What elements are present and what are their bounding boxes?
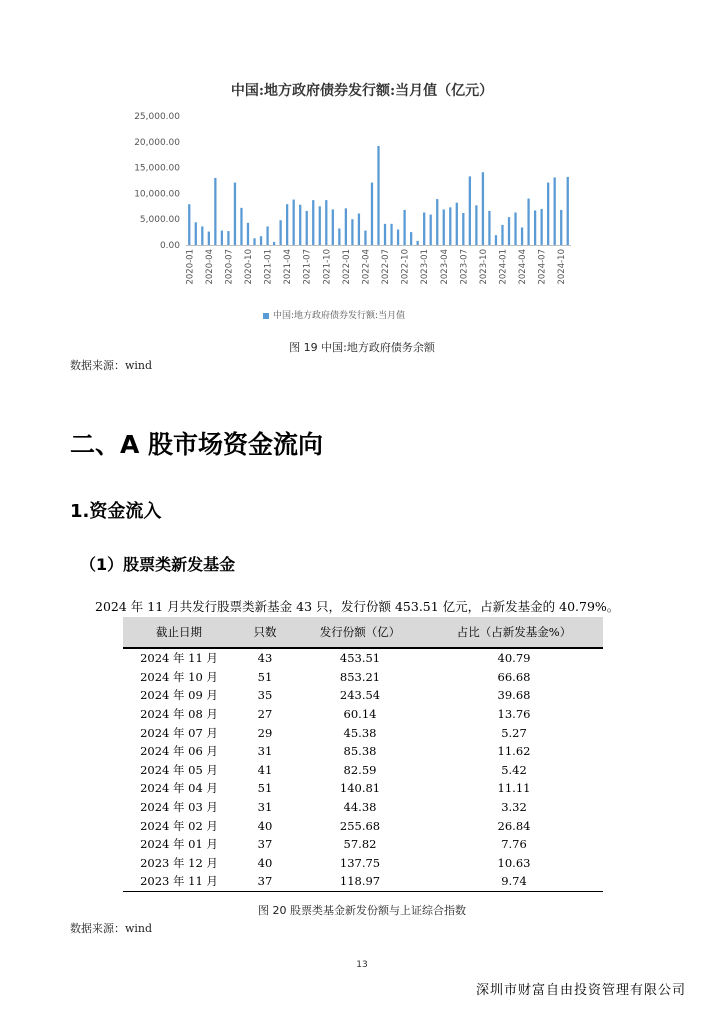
- cell-shares: 45.38: [343, 725, 377, 740]
- bar-2022-11: [410, 232, 412, 245]
- x-tick-label: 2023-01: [420, 249, 431, 285]
- table-row: [123, 835, 603, 854]
- table-header-row: [123, 617, 603, 648]
- chart-source: 数据来源：wind: [70, 359, 153, 372]
- bar-2020-01: [188, 204, 190, 245]
- x-tick-label: 2024-07: [537, 249, 548, 285]
- legend-swatch: [263, 313, 269, 319]
- table-row: [123, 742, 603, 761]
- cell-date: 2024 年 01 月: [140, 837, 218, 852]
- cell-count: 37: [235, 872, 295, 891]
- bar-2021-08: [312, 200, 314, 245]
- cell-ratio: 66.68: [497, 669, 531, 684]
- bar-2022-09: [397, 230, 399, 245]
- cell-shares: 57.82: [343, 837, 377, 852]
- cell-ratio: 7.76: [501, 837, 527, 852]
- subsub-heading: （1）股票类新发基金: [80, 555, 236, 574]
- x-tick-label: 2022-04: [361, 249, 372, 285]
- bar-2023-04: [443, 209, 445, 245]
- cell-date: 2024 年 09 月: [140, 688, 218, 703]
- x-tick-label: 2022-01: [341, 249, 352, 285]
- x-tick-label: 2022-07: [381, 249, 392, 285]
- bar-2024-05: [527, 199, 529, 245]
- table-row: [123, 816, 603, 835]
- cell-date: 2024 年 08 月: [140, 707, 218, 722]
- sub-heading: 1.资金流入: [70, 501, 162, 522]
- cell-count: 31: [257, 800, 273, 815]
- cell-shares: 85.38: [343, 744, 377, 759]
- bar-2021-07: [306, 211, 308, 245]
- bar-2024-02: [508, 217, 510, 245]
- table-row: [123, 723, 603, 742]
- table-row: [123, 872, 603, 891]
- cell-ratio: 11.62: [497, 744, 531, 759]
- cell-shares: 44.38: [343, 800, 377, 815]
- cell-shares: 82.59: [343, 762, 377, 777]
- bar-2023-09: [475, 205, 477, 245]
- x-tick-label: 2021-04: [283, 249, 294, 285]
- fund-issuance-table: [123, 617, 603, 892]
- cell-shares: 118.97: [295, 872, 425, 891]
- cell-count: 51: [257, 669, 273, 684]
- bar-2020-04: [208, 232, 210, 245]
- bar-2022-01: [345, 208, 347, 245]
- legend-label: 中国:地方政府债券发行额:当月值: [273, 311, 406, 321]
- header-count: 只数: [235, 617, 295, 648]
- bar-2021-04: [286, 204, 288, 245]
- cell-ratio: 5.42: [501, 762, 527, 777]
- x-tick-label: 2024-01: [498, 248, 509, 285]
- bar-2021-10: [325, 200, 327, 245]
- bar-2024-01: [501, 225, 503, 245]
- cell-shares: 853.21: [339, 669, 381, 684]
- bar-2020-11: [253, 238, 255, 245]
- cell-date: 2024 年 02 月: [140, 818, 218, 833]
- x-tick-label: 2022-10: [400, 249, 411, 285]
- table-row: [123, 705, 603, 724]
- table-row: [123, 686, 603, 705]
- bar-2022-08: [390, 224, 392, 245]
- y-tick-label: 15,000.00: [134, 163, 180, 174]
- x-tick-label: 2023-10: [478, 248, 489, 285]
- cell-shares: 243.54: [339, 688, 381, 703]
- cell-shares: 137.75: [339, 855, 381, 870]
- table-row: [123, 798, 603, 817]
- bar-2021-12: [338, 228, 340, 245]
- cell-ratio: 10.63: [497, 855, 531, 870]
- header-date: 截止日期: [123, 617, 235, 648]
- bar-2023-05: [449, 207, 451, 245]
- bar-2023-10: [482, 172, 484, 245]
- bar-2020-05: [214, 178, 216, 245]
- table-row: [123, 779, 603, 798]
- cell-date: 2024 年 05 月: [140, 762, 218, 777]
- bar-2021-02: [273, 242, 275, 245]
- cell-date: 2024 年 11 月: [140, 651, 218, 666]
- bar-2023-01: [423, 212, 425, 245]
- bar-2024-09: [554, 177, 556, 245]
- cell-date: 2024 年 03 月: [140, 800, 218, 815]
- cell-count: 41: [257, 762, 273, 777]
- bar-2020-07: [227, 231, 229, 245]
- bar-2022-03: [358, 214, 360, 245]
- bar-2020-09: [240, 208, 242, 245]
- bar-2020-12: [260, 236, 262, 245]
- bar-2022-10: [403, 210, 405, 245]
- cell-count: 51: [257, 781, 273, 796]
- cell-shares: 453.51: [339, 651, 381, 666]
- cell-count: 27: [257, 707, 273, 722]
- cell-shares: 60.14: [343, 707, 377, 722]
- x-tick-label: 2024-04: [518, 249, 529, 285]
- x-tick-label: 2021-07: [302, 249, 313, 285]
- cell-count: 43: [257, 651, 273, 666]
- bar-2020-02: [195, 222, 197, 245]
- company-name: 深圳市财富自由投资管理有限公司: [475, 983, 686, 998]
- bar-2023-03: [436, 199, 438, 245]
- bar-2022-12: [417, 241, 419, 245]
- cell-date: 2024 年 04 月: [140, 781, 218, 796]
- bar-2023-02: [430, 215, 432, 245]
- cell-date: 2024 年 06 月: [140, 744, 218, 759]
- bar-2020-06: [221, 231, 223, 245]
- chart-title: 中国:地方政府债券发行额:当月值（亿元）: [230, 83, 494, 99]
- bar-2021-09: [319, 206, 321, 245]
- bar-2022-07: [384, 224, 386, 245]
- bar-2023-07: [462, 213, 464, 245]
- header-shares: 发行份额（亿）: [295, 617, 425, 648]
- cell-ratio: 13.76: [497, 707, 531, 722]
- bar-2022-06: [377, 146, 379, 245]
- bar-2024-11: [567, 177, 569, 245]
- cell-ratio: 39.68: [497, 688, 531, 703]
- y-tick-label: 25,000.00: [134, 112, 180, 122]
- cell-count: 40: [257, 818, 273, 833]
- table-row: [123, 854, 603, 873]
- bar-2024-04: [521, 227, 523, 245]
- y-tick-label: 10,000.00: [134, 189, 180, 200]
- bar-2023-12: [495, 235, 497, 245]
- cell-ratio: 26.84: [497, 818, 531, 833]
- table-row: [123, 761, 603, 780]
- figure-caption-19: 图 19 中国:地方政府债务余额: [289, 341, 435, 354]
- cell-ratio: 5.27: [501, 725, 527, 740]
- bar-2021-06: [299, 205, 301, 245]
- bar-2021-05: [293, 200, 295, 245]
- x-tick-label: 2020-10: [243, 248, 254, 285]
- cell-count: 31: [257, 744, 273, 759]
- bar-2024-06: [534, 210, 536, 245]
- cell-date: 2023 年 11 月: [123, 872, 235, 891]
- bar-2023-06: [456, 203, 458, 245]
- cell-shares: 140.81: [339, 781, 381, 796]
- table-row: [123, 668, 603, 687]
- cell-count: 35: [257, 688, 273, 703]
- y-tick-label: 0.00: [159, 241, 180, 251]
- bar-2024-07: [540, 209, 542, 245]
- bar-2021-01: [266, 226, 268, 245]
- bar-2020-08: [234, 183, 236, 245]
- page-number: 13: [356, 960, 368, 970]
- cell-ratio: 40.79: [497, 651, 531, 666]
- bar-2022-02: [351, 219, 353, 245]
- cell-date: 2023 年 12 月: [140, 855, 218, 870]
- bar-2021-03: [279, 220, 281, 245]
- x-tick-label: 2023-04: [439, 249, 450, 285]
- figure-caption-20: 图 20 股票类基金新发份额与上证综合指数: [258, 904, 466, 917]
- x-tick-label: 2020-04: [204, 249, 215, 285]
- cell-date: 2024 年 07 月: [140, 725, 218, 740]
- x-tick-label: 2021-10: [322, 249, 333, 285]
- bar-2022-04: [364, 231, 366, 245]
- bar-2023-08: [469, 176, 471, 245]
- cell-ratio: 11.11: [497, 781, 531, 796]
- cell-count: 29: [257, 725, 273, 740]
- bar-2024-08: [547, 183, 549, 245]
- bar-2020-03: [201, 226, 203, 245]
- cell-ratio: 3.32: [501, 800, 527, 815]
- x-tick-label: 2021-01: [263, 249, 274, 285]
- bar-2020-10: [247, 223, 249, 245]
- bar-2022-05: [371, 183, 373, 245]
- bar-2021-11: [332, 209, 334, 245]
- x-tick-label: 2024-10: [557, 249, 568, 285]
- intro-paragraph: 2024 年 11 月共发行股票类新基金 43 只，发行份额 453.51 亿元，占新发基金的 40.79%。: [95, 599, 620, 614]
- y-tick-label: 20,000.00: [134, 137, 180, 148]
- bar-2024-03: [514, 212, 516, 245]
- header-ratio: 占比（占新发基金%）: [425, 617, 603, 648]
- cell-count: 37: [257, 837, 273, 852]
- cell-count: 40: [257, 855, 273, 870]
- x-tick-label: 2023-07: [459, 249, 470, 285]
- section-heading: 二、A 股市场资金流向: [70, 430, 324, 459]
- x-tick-label: 2020-01: [185, 249, 196, 285]
- chart-legend: [263, 308, 405, 321]
- table-row: [123, 648, 603, 668]
- bar-2023-11: [488, 211, 490, 245]
- cell-date: 2024 年 10 月: [140, 669, 218, 684]
- cell-ratio: 9.74: [425, 872, 603, 891]
- x-tick-label: 2020-07: [224, 249, 235, 285]
- table-source: 数据来源：wind: [70, 922, 153, 935]
- bar-chart: [0, 0, 724, 330]
- y-tick-label: 5,000.00: [139, 215, 180, 226]
- bar-2024-10: [560, 210, 562, 245]
- cell-shares: 255.68: [339, 818, 381, 833]
